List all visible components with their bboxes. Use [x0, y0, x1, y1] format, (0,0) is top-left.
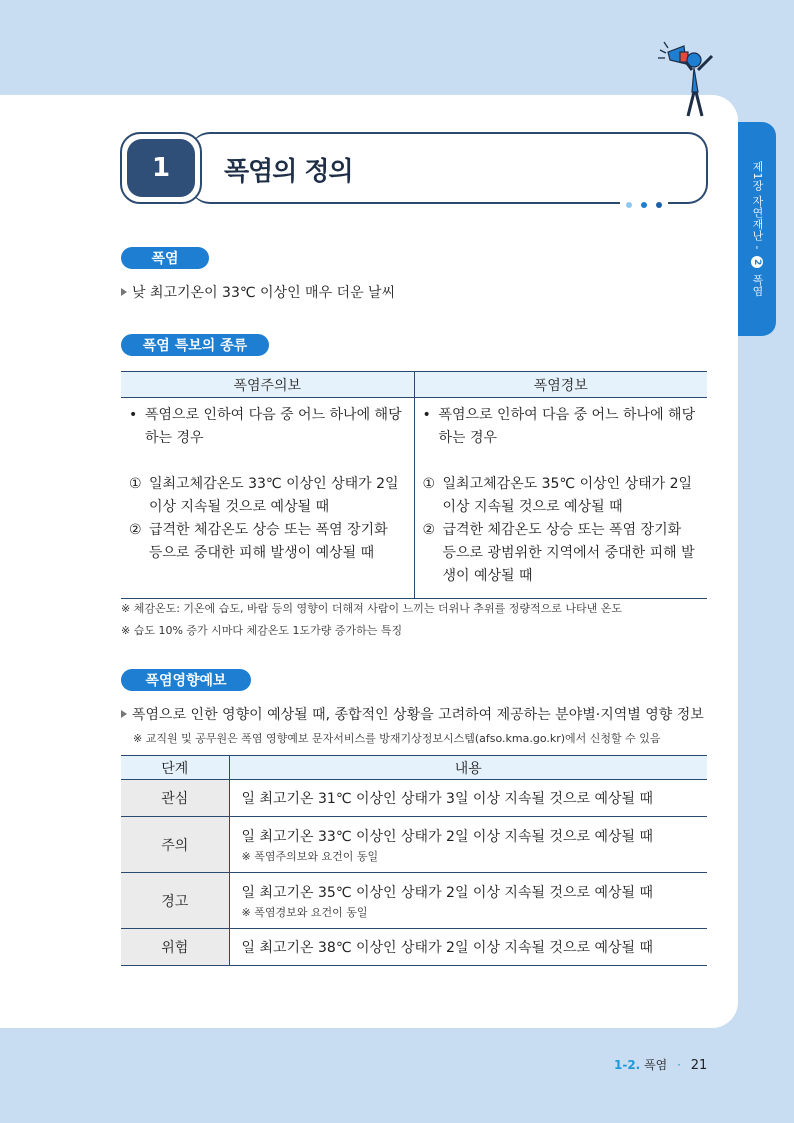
- level-cell: 경고: [121, 873, 229, 929]
- page-title: 폭염의 정의: [224, 157, 353, 187]
- table-row: [121, 780, 707, 817]
- level-cell: 위험: [121, 929, 229, 966]
- page-number: 21: [690, 1058, 708, 1073]
- section-number-box: [120, 132, 202, 204]
- footer-section-title: 폭염: [644, 1058, 668, 1072]
- dot-icon: [641, 202, 647, 208]
- table-row: [121, 929, 707, 966]
- level-cell: 주의: [121, 817, 229, 873]
- table-row: [121, 817, 707, 873]
- section-label-alert-types: 폭염 특보의 종류: [121, 334, 269, 356]
- column-header-content: 내용: [229, 756, 707, 780]
- content-cell: 일 최고기온 38℃ 이상인 상태가 2일 이상 지속될 것으로 예상될 때: [229, 929, 707, 966]
- section-label-impact-forecast: 폭염영향예보: [121, 669, 251, 691]
- footnote: ※ 체감온도: 기온에 습도, 바람 등의 영향이 더해져 사람이 느끼는 더위나 추위를 정량적으로 나타낸 온도: [121, 602, 623, 615]
- content-cell: 일 최고기온 33℃ 이상인 상태가 2일 이상 지속될 것으로 예상될 때 ※ 폭염주의보와 요건이 동일: [229, 817, 707, 873]
- dot-icon: [656, 202, 662, 208]
- page-footer: [614, 1056, 707, 1073]
- row-note: ※ 폭염경보와 요건이 동일: [241, 905, 368, 919]
- column-header-advisory: 폭염주의보: [121, 372, 414, 398]
- chapter-side-tab-label: 제1장 자연재난 - 2 폭염: [751, 161, 764, 297]
- list-item: • 폭염으로 인하여 다음 중 어느 하나에 해당하는 경우: [422, 407, 696, 446]
- heatwave-definition: 낮 최고기온이 33℃ 이상인 매우 더운 날씨: [121, 282, 395, 302]
- footer-separator: ·: [677, 1058, 681, 1072]
- header-dots: [620, 202, 668, 208]
- section-number: 1: [127, 139, 195, 197]
- list-item: • 폭염으로 인하여 다음 중 어느 하나에 해당하는 경우: [129, 407, 402, 446]
- list-item: ① 일최고체감온도 35℃ 이상인 상태가 2일 이상 지속될 것으로 예상될 때: [422, 476, 693, 515]
- megaphone-mascot-icon: [654, 38, 724, 120]
- section-label-heatwave: 폭염: [121, 247, 209, 269]
- triangle-bullet-icon: [121, 288, 127, 296]
- row-note: ※ 폭염주의보와 요건이 동일: [241, 849, 379, 863]
- alert-types-table: [121, 371, 707, 599]
- list-item: ② 급격한 체감온도 상승 또는 폭염 장기화 등으로 중대한 피해 발생이 예상될 때: [129, 522, 388, 561]
- section-header: [120, 132, 708, 204]
- dot-icon: [626, 202, 632, 208]
- chapter-side-tab[interactable]: [738, 122, 776, 336]
- impact-forecast-note: ※ 교직원 및 공무원은 폭염 영향예보 문자서비스를 방재기상정보시스템(afso.kma.go.kr)에서 신청할 수 있음: [133, 732, 661, 745]
- footer-section-number: 1-2.: [614, 1058, 641, 1072]
- content-cell: 일 최고기온 35℃ 이상인 상태가 2일 이상 지속될 것으로 예상될 때 ※ 폭염경보와 요건이 동일: [229, 873, 707, 929]
- column-header-warning: 폭염경보: [414, 372, 707, 398]
- content-cell: 일 최고기온 31℃ 이상인 상태가 3일 이상 지속될 것으로 예상될 때: [229, 780, 707, 817]
- footnote: ※ 습도 10% 증가 시마다 체감온도 1도가량 증가하는 특징: [121, 624, 403, 637]
- chapter-number-badge: 2: [751, 256, 763, 268]
- list-item: ② 급격한 체감온도 상승 또는 폭염 장기화 등으로 광범위한 지역에서 중대한 피해 발생이 예상될 때: [422, 522, 695, 584]
- impact-forecast-table: [121, 755, 707, 966]
- advisory-cell: [121, 398, 414, 599]
- level-cell: 관심: [121, 780, 229, 817]
- impact-forecast-definition: 폭염으로 인한 영향이 예상될 때, 종합적인 상황을 고려하여 제공하는 분야별·지역별 영향 정보: [121, 704, 704, 724]
- table-row: [121, 873, 707, 929]
- triangle-bullet-icon: [121, 710, 127, 718]
- warning-cell: [414, 398, 707, 599]
- column-header-level: 단계: [121, 756, 229, 780]
- list-item: ① 일최고체감온도 33℃ 이상인 상태가 2일 이상 지속될 것으로 예상될 때: [129, 476, 399, 515]
